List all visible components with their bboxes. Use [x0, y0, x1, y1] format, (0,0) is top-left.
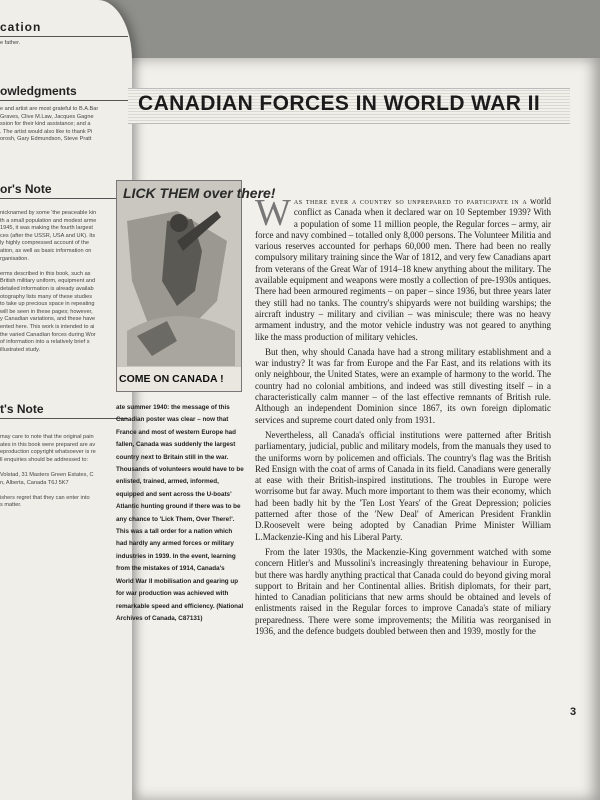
- authors-line: rganisation.: [0, 255, 29, 262]
- poster-caption: ate summer 1940: the message of this Canadian poster was clear – now that France and most of western Europe had fallen, Canada was suddenly the largest country next to Britain still in the war. Thousands of volunteers would have to be enlisted, trained, armed, informed, equipped and sent across the U-boats' Atlantic hunting ground if there was to be any chance to 'Lick Them, Over There!'. This was a tall order for a nation which had hardly any armed forces or military industries in 1939. In the event, learning from the mistakes of 1914, Canada's World War II mobilisation and gearing up for war production was achieved with remarkable speed and efficiency. (National Archives of Canada, C87131): [116, 404, 244, 622]
- drop-cap: W: [255, 192, 291, 234]
- article-body: [255, 192, 552, 641]
- ack-line: orosh, Gary Edmundson, Steve Pratt: [0, 136, 92, 143]
- left-page: [0, 0, 132, 800]
- poster-image: [116, 180, 276, 392]
- authors-line: y Canadian variations, and these have: [0, 316, 96, 323]
- authors-line: otography lists many of these studies: [0, 293, 93, 300]
- artists-note-text: [0, 434, 126, 510]
- authors-line: ly highly compressed account of the: [0, 240, 89, 247]
- authors-line: nicknamed by some 'the peaceable kin: [0, 210, 97, 216]
- artists-line: s matter.: [0, 502, 22, 509]
- artists-line: ates in this book were prepared are av: [0, 441, 96, 448]
- poster-slogan: LICK THEM over there!: [123, 185, 276, 201]
- acknowledgments-heading: owledgments: [0, 84, 77, 98]
- poster-illustration: [117, 181, 241, 391]
- authors-line: ces (after the USSR, USA and UK). Its: [0, 232, 96, 239]
- ack-line: e and artist are most grateful to B.A.Bar: [0, 106, 99, 112]
- paragraph-3: Nevertheless, all Canada's official institutions were patterned after British parliamentary, judicial, public and military models, from the manuals they used to the uniforms worn by policemen and officials. The country's flag was the British Red Ensign with the coat of arms of Canada in its field. Canadians were generally at ease with their British-inspired institutions. The troubles in Europe were worrisome but far away. Much more important to them was their economy, which had been badly hit by the 'Ten Lost Years' of the Great Depression; policies patterned after those of the 'New Deal' of American President Franklin D.Roosevelt were being adopted by Canadian Prime Minister William L.Mackenzie-King and his Liberal Party.: [255, 429, 551, 542]
- authors-line: will be seen in these pages; however,: [0, 308, 93, 315]
- artists-line: n, Alberta, Canada T6J 5K7: [0, 479, 69, 486]
- artists-line: [0, 464, 126, 472]
- artists-note-heading: t's Note: [0, 402, 44, 416]
- authors-line: British military uniform, equipment and: [0, 278, 96, 285]
- page-title: CANADIAN FORCES IN WORLD WAR II: [138, 92, 541, 115]
- authors-line: th a small population and modest arme: [0, 217, 97, 224]
- artists-line: ishers regret that they can enter into: [0, 494, 90, 501]
- lead-in: as there ever a country so unprepared to participate in a: [293, 196, 528, 206]
- artists-line: may care to note that the original pain: [0, 434, 94, 440]
- paragraph-2: But then, why should Canada have had a strong military establishment and a war industry? It was far from Europe and the Far East, and its relations with its only neighbour, the United States, were an example of harmony to the world. The country had no colonial ambitions, and indeed was still divesting itself – in a characteristically calm manner – of the last effective remnants of British rule. Although an independent Dominion since 1867, its own foreign diplomatic services and supreme court dated only from 1931.: [255, 346, 551, 425]
- artists-rule: [0, 418, 128, 419]
- authors-line: erms described in this book, such as: [0, 270, 91, 277]
- artists-line: eproduction copyright whatsoever is re: [0, 449, 96, 456]
- authors-line: 1945, it was making the fourth largest: [0, 225, 93, 232]
- paragraph-1: [255, 192, 552, 343]
- ack-line: Graves, Clive M.Law, Jacques Gagne: [0, 113, 94, 120]
- authors-line: ented here. This work is intended to ai: [0, 323, 95, 330]
- poster-caption-text: COME ON CANADA !: [119, 373, 224, 385]
- ack-line: ssion for their kind assistance; and a: [0, 121, 91, 128]
- artists-line: Volstad, 31 Masters Green Estates, C: [0, 471, 94, 478]
- authors-note-text: [0, 210, 126, 354]
- paragraph-1-text: world conflict as Canada when it declared war on 10 September 1939? With a population of some 11 million people, the Regular forces – army, air force and navy combined – totalled only 8,000 persons. The Volunteer Militia and various reserves accounted for perhaps 60,000 men. There had been no really compulsory military training since the War of 1812, and very few Canadians apart from veterans of the Great War of 1914–18 knew anything about the military. The available equipment and weapons were mostly a collection of pre-1930s antiques. There had been armoured regiments – on paper – since 1936, but three years later they still had no tanks. The country's shipyards were not building warships; the aircraft industry – military and civilian – was miniscule; there was no heavy armament industry, and the motor vehicle industry was not geared to anything like the mass production of military vehicles.: [255, 196, 552, 342]
- authors-rule: [0, 198, 128, 199]
- ack-line: . The artist would also like to thank Pi: [0, 128, 93, 135]
- page-number: 3: [570, 706, 577, 718]
- authors-line: to take up precious space in repeating: [0, 301, 95, 308]
- left-page-rule: [0, 36, 128, 37]
- authors-line: detailed information is already availab: [0, 285, 94, 292]
- authors-line: of information into a relatively brief s: [0, 339, 90, 346]
- paragraph-4: From the later 1930s, the Mackenzie-King government watched with some concern Hitler's and Mussolini's increasingly threatening behaviour in Europe, but there was hardly anything practical that Canada could do beyond giving moral support to Britain and her Continental allies. British diplomats, for their part, hinted to Canadian politicians that new arms should be obtained and levels of enlistments raised in the Regular forces to improve Canada's state of miliary preparedness. There were some improvements; the Militia was reorganised in 1936, and the defence budgets doubled between then and 1939, mostly for the: [255, 546, 551, 636]
- ack-text: [0, 106, 126, 144]
- authors-line: ation, as well as basic information on: [0, 247, 92, 254]
- authors-note-heading: or's Note: [0, 182, 52, 196]
- artists-line: ll enquiries should be addressed to:: [0, 456, 89, 463]
- left-page-note: e father.: [0, 40, 21, 46]
- left-page-top-heading: cation: [0, 20, 42, 34]
- authors-line: [0, 263, 126, 271]
- artists-line: [0, 487, 126, 495]
- authors-line: the varied Canadian forces during Wor: [0, 331, 96, 338]
- ack-rule: [0, 100, 128, 101]
- authors-line: illustrated study.: [0, 346, 41, 353]
